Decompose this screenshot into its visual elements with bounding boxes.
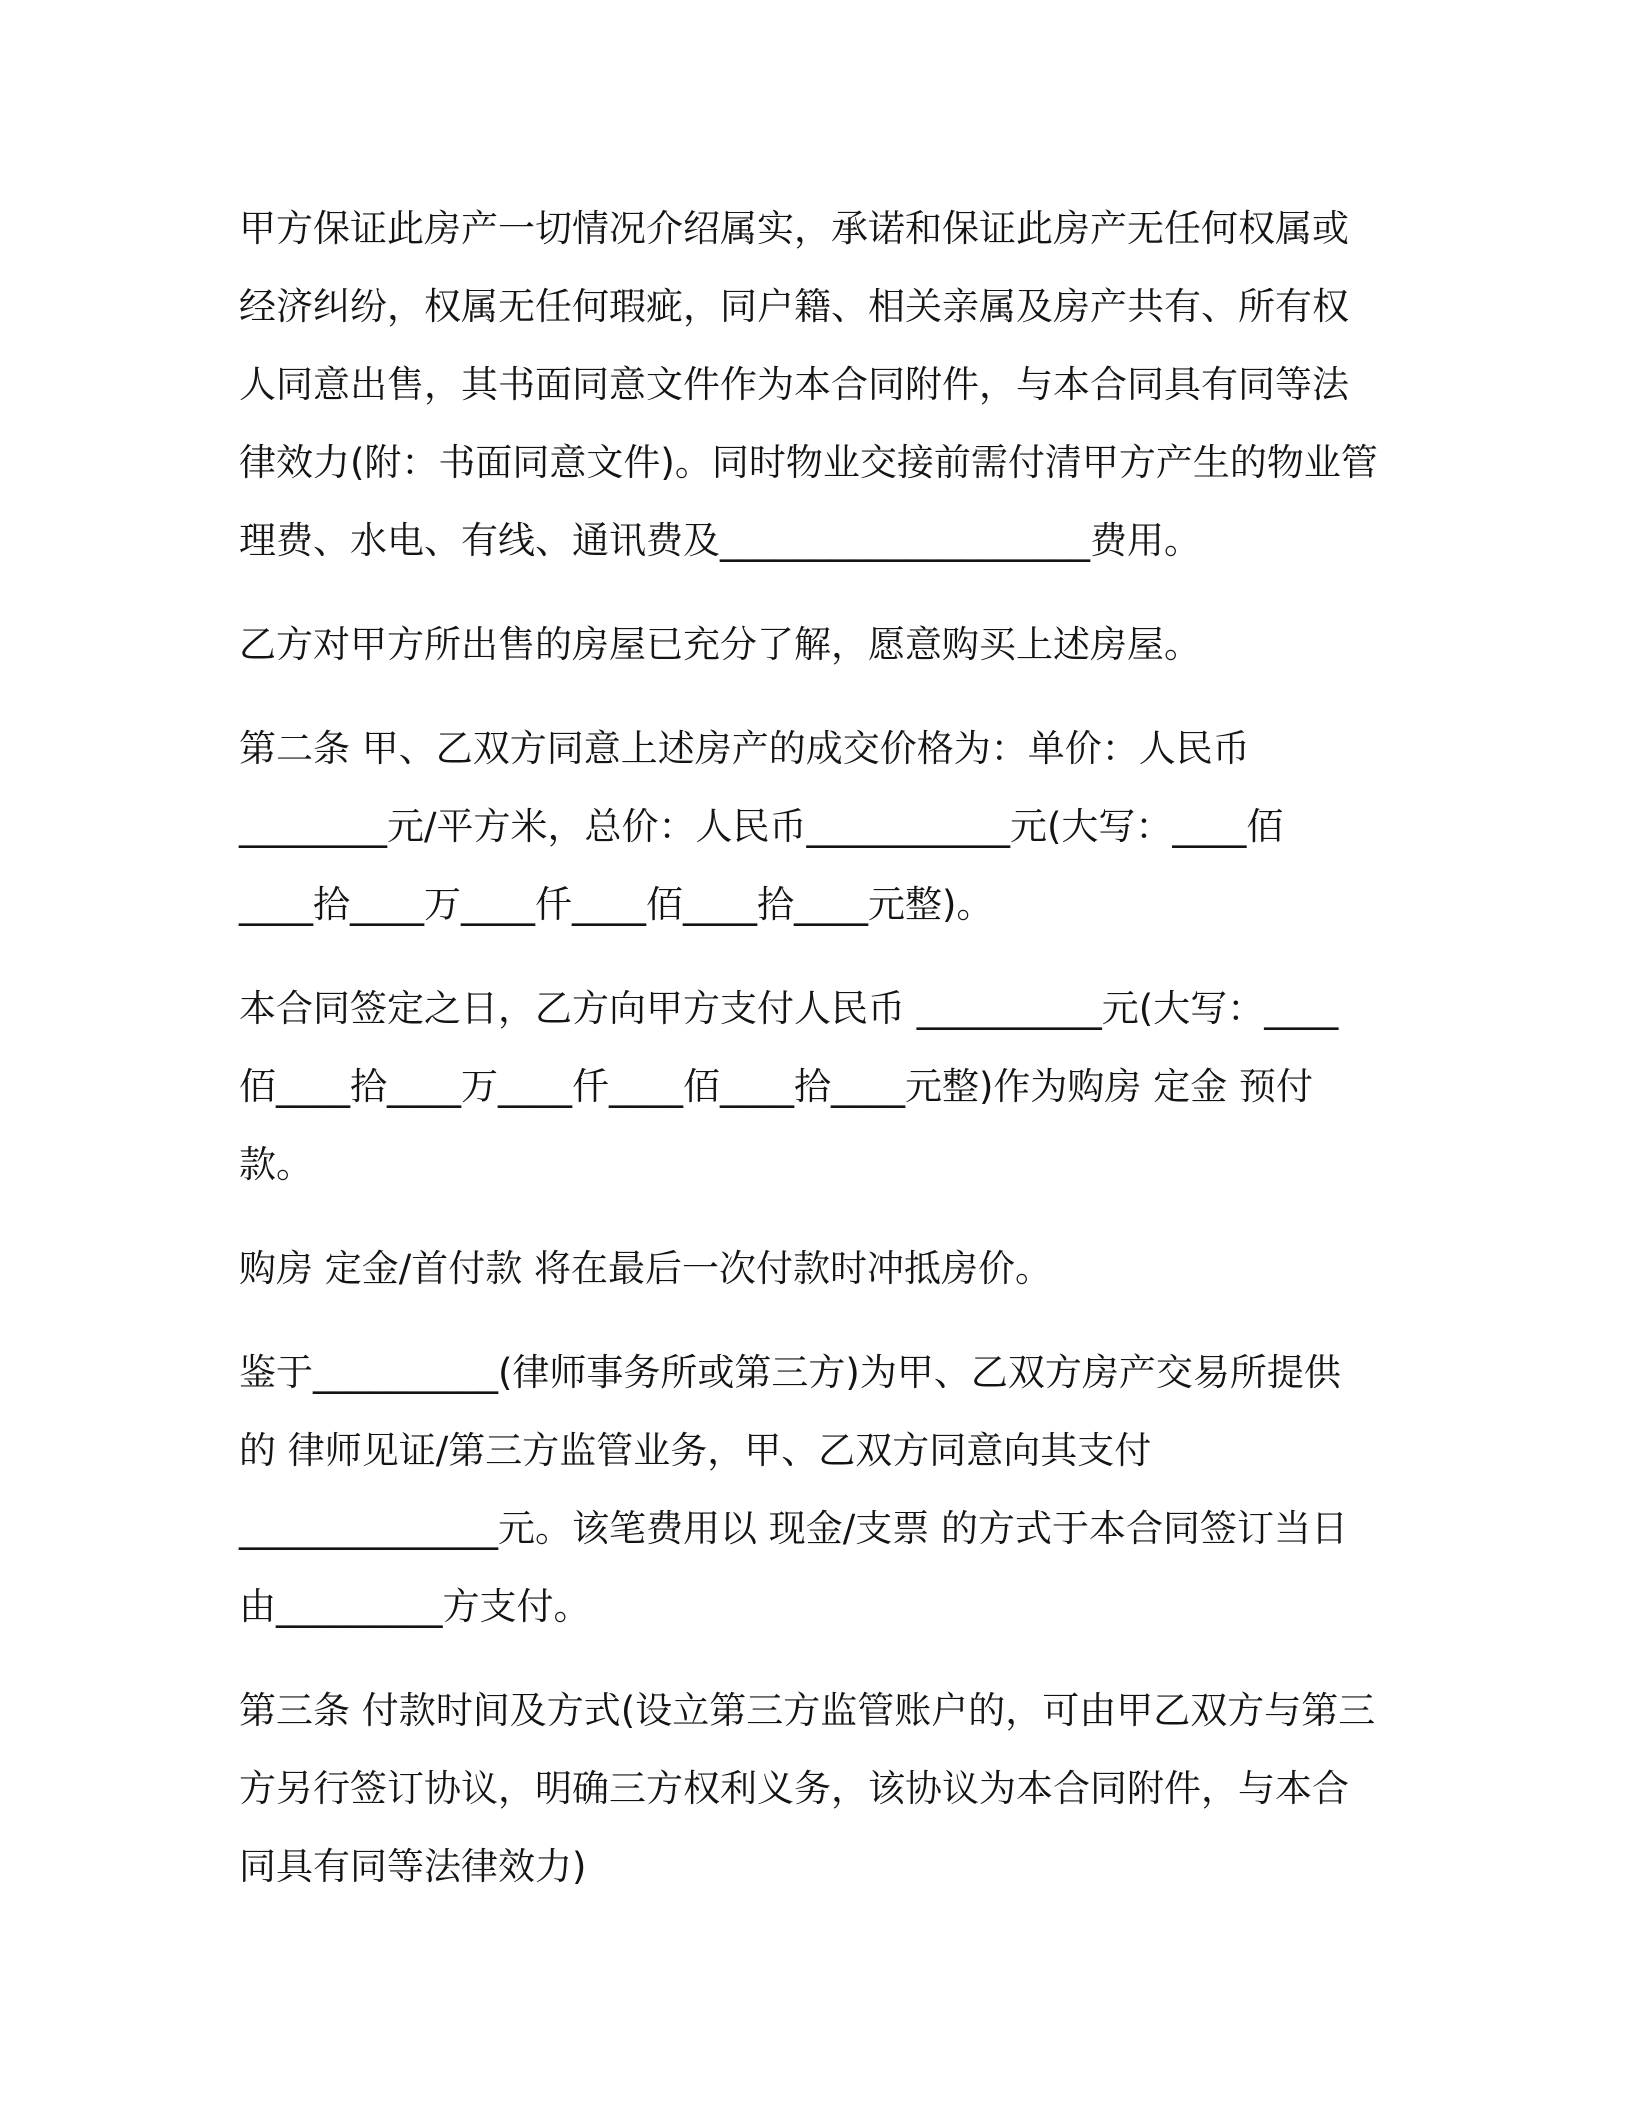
- text-line: 甲方保证此房产一切情况介绍属实，承诺和保证此房产无任何权属或: [239, 207, 1349, 250]
- text-line: 第三条 付款时间及方式(设立第三方监管账户的，可由甲乙双方与第三: [239, 1689, 1376, 1732]
- text-line: 同具有同等法律效力): [239, 1845, 587, 1888]
- text-line: ______________元。该笔费用以 现金/支票 的方式于本合同签订当日: [239, 1507, 1348, 1550]
- text-line: 款。: [239, 1143, 313, 1186]
- text-line: 的 律师见证/第三方监管业务，甲、乙双方同意向其支付: [239, 1429, 1152, 1472]
- text-line: ________元/平方米，总价：人民币___________元(大写：____佰: [239, 805, 1284, 848]
- text-line: 鉴于__________(律师事务所或第三方)为甲、乙双方房产交易所提供: [239, 1351, 1341, 1394]
- text-line: 理费、水电、有线、通讯费及____________________费用。: [239, 519, 1201, 562]
- text-line: 乙方对甲方所出售的房屋已充分了解，愿意购买上述房屋。: [239, 623, 1201, 666]
- text-line: 律效力(附：书面同意文件)。同时物业交接前需付清甲方产生的物业管: [239, 441, 1378, 484]
- document-page: [239, 190, 1414, 1932]
- paragraph-third-party-fee: [239, 1334, 1414, 1646]
- paragraph-buyer-acknowledgement: [239, 606, 1414, 684]
- text-line: ____拾____万____仟____佰____拾____元整)。: [239, 883, 994, 926]
- paragraph-seller-guarantee: [239, 190, 1414, 580]
- text-line: 第二条 甲、乙双方同意上述房产的成交价格为：单价：人民币: [239, 727, 1250, 770]
- paragraph-article-3-payment: [239, 1672, 1414, 1906]
- paragraph-deposit-offset: [239, 1230, 1414, 1308]
- paragraph-deposit-payment: [239, 970, 1414, 1204]
- text-line: 佰____拾____万____仟____佰____拾____元整)作为购房 定金 预付: [239, 1065, 1313, 1108]
- text-line: 经济纠纷，权属无任何瑕疵，同户籍、相关亲属及房产共有、所有权: [239, 285, 1349, 328]
- text-line: 方另行签订协议，明确三方权利义务，该协议为本合同附件，与本合: [239, 1767, 1349, 1810]
- text-line: 购房 定金/首付款 将在最后一次付款时冲抵房价。: [239, 1247, 1052, 1290]
- paragraph-article-2-price: [239, 710, 1414, 944]
- text-line: 由_________方支付。: [239, 1585, 591, 1628]
- text-line: 人同意出售，其书面同意文件作为本合同附件，与本合同具有同等法: [239, 363, 1349, 406]
- text-line: 本合同签定之日，乙方向甲方支付人民币 __________元(大写：____: [239, 987, 1339, 1030]
